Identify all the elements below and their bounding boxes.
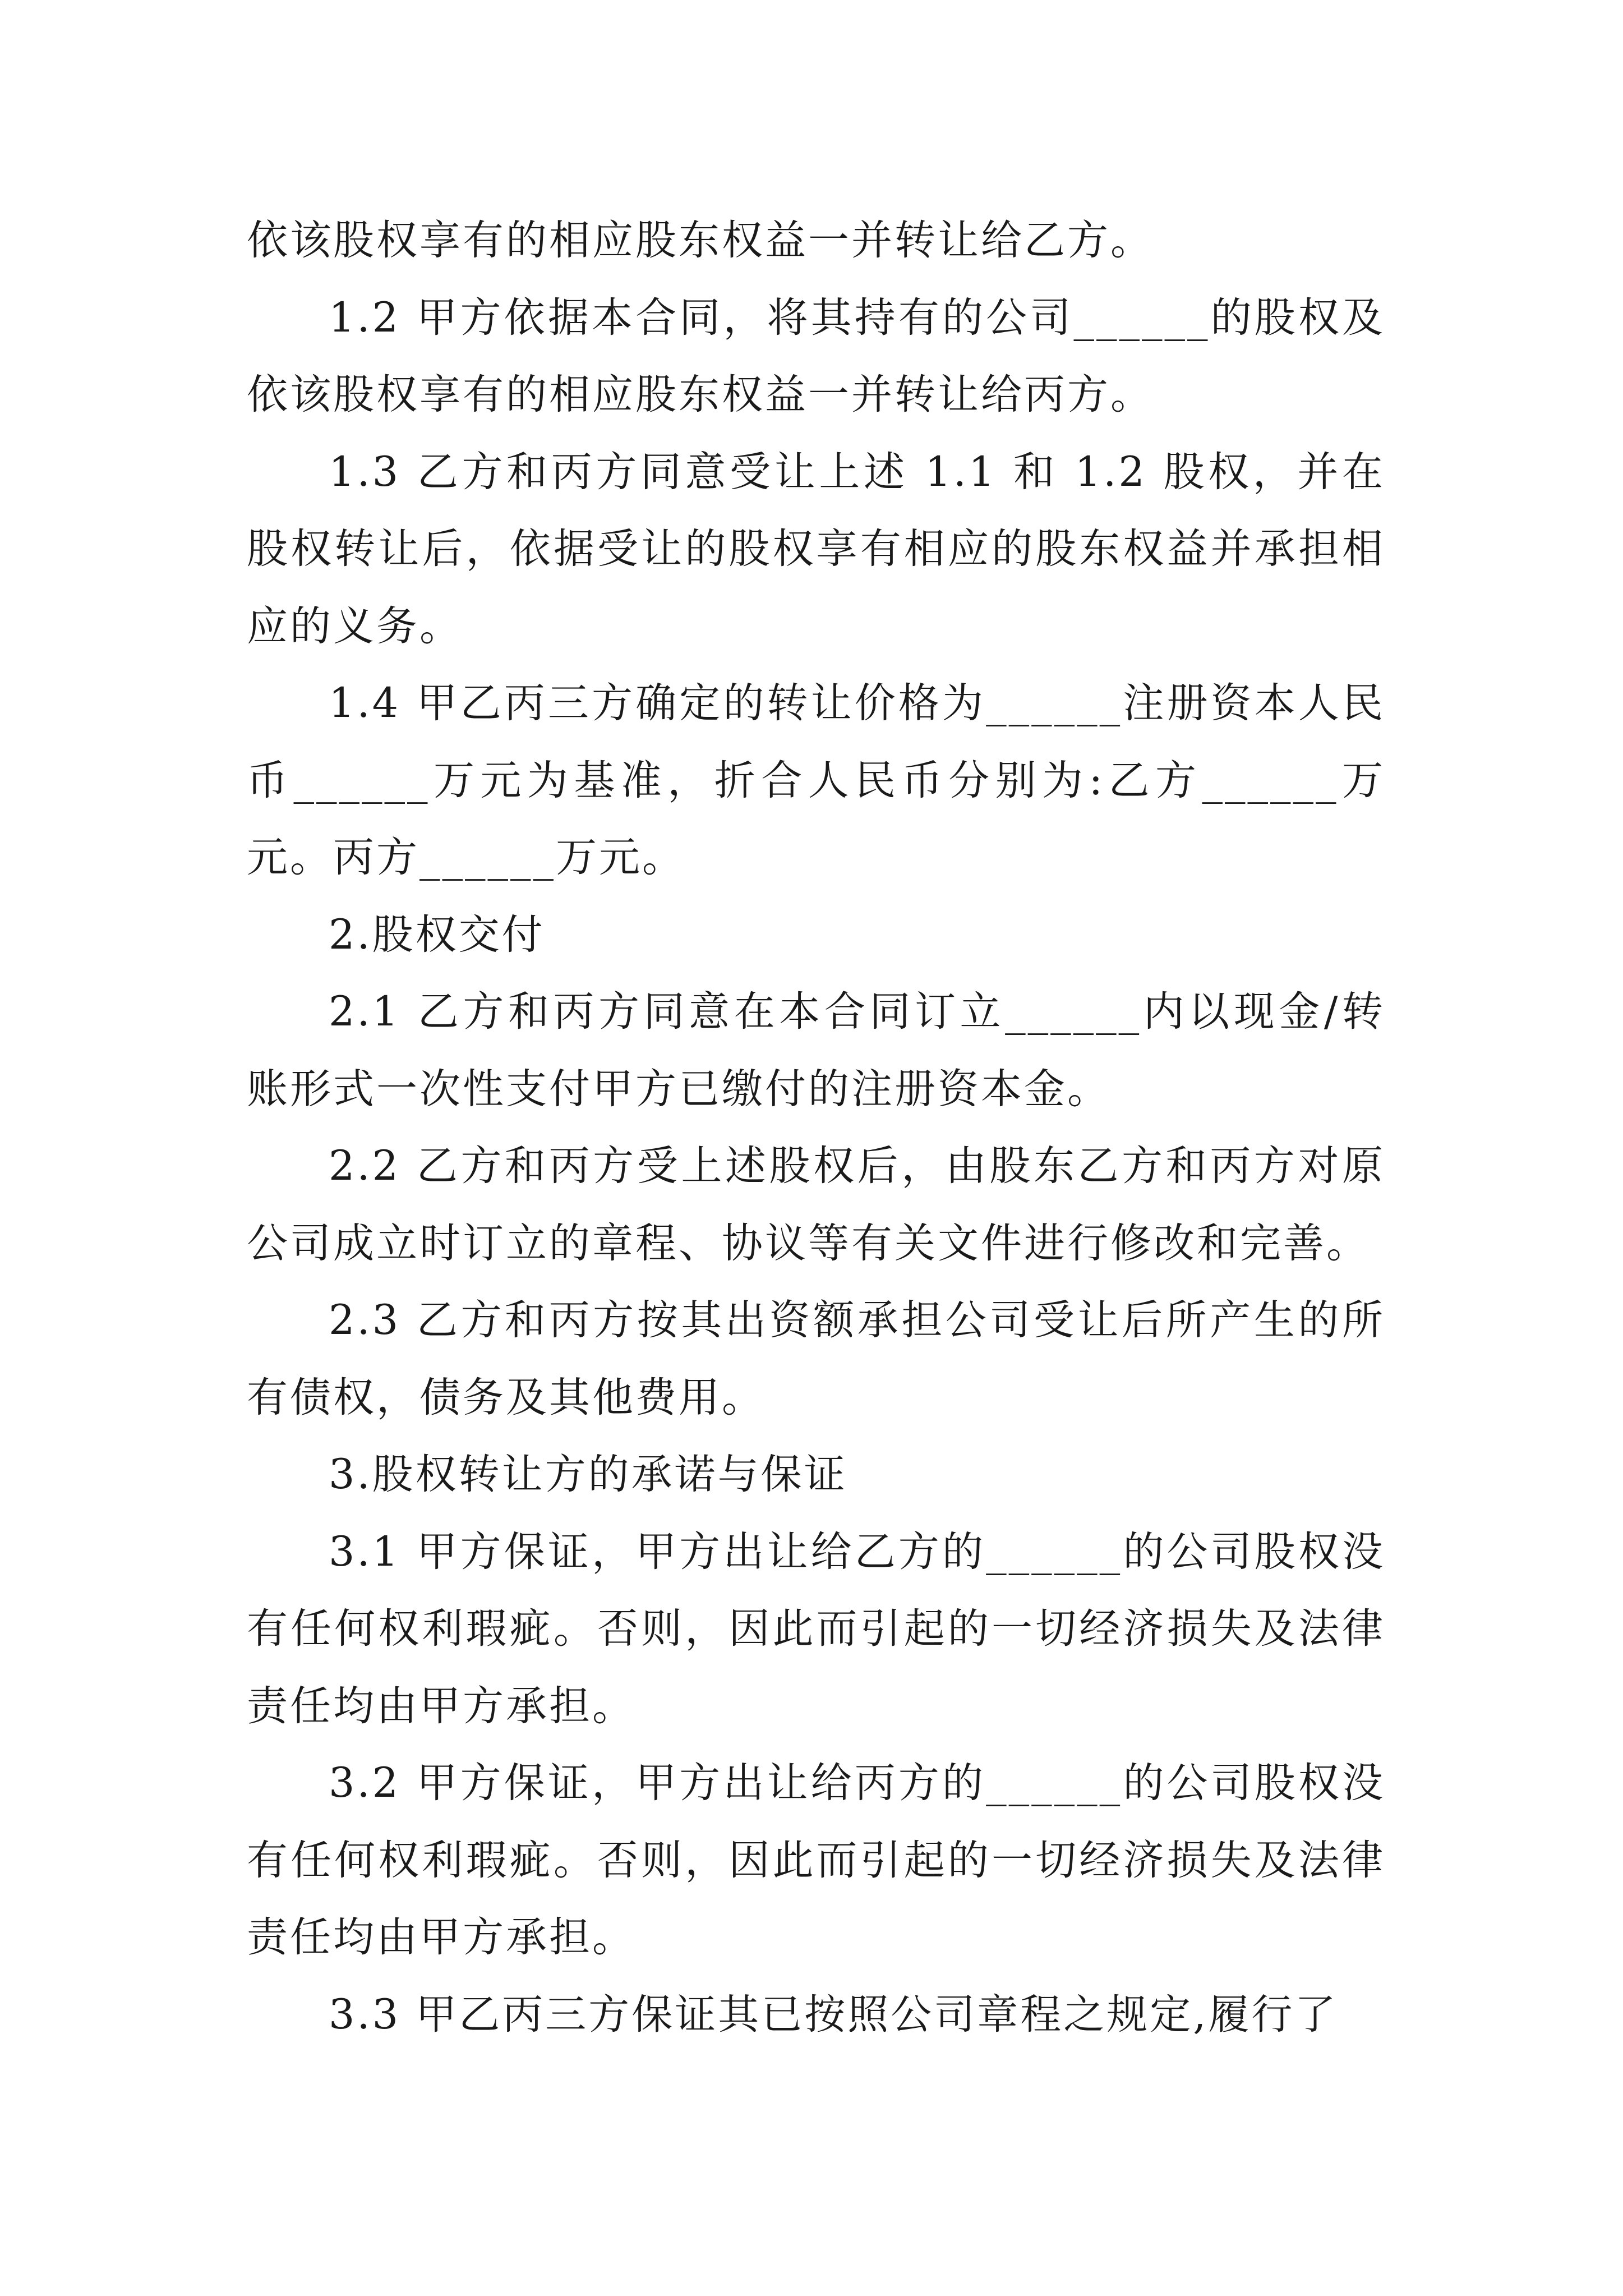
paragraph-continuation: 依该股权享有的相应股东权益一并转让给乙方。: [247, 217, 1154, 264]
clause-1-2: 1.2 甲方依据本合同，将其持有的公司______的股权及依该股权享有的相应股东权益一并转让给丙方。: [247, 293, 1385, 418]
clause-2-1: 2.1 乙方和丙方同意在本合同订立______内以现金/转账形式一次性支付甲方已缴付的注册资本金。: [247, 988, 1385, 1113]
clause-3-1: 3.1 甲方保证，甲方出让给乙方的______的公司股权没有任何权利瑕疵。否则，因此而引起的一切经济损失及法律责任均由甲方承担。: [247, 1527, 1385, 1730]
section-2-heading: 2.股权交付: [329, 910, 545, 959]
clause-2-2: 2.2 乙方和丙方受上述股权后，由股东乙方和丙方对原公司成立时订立的章程、协议等有关文件进行修改和完善。: [247, 1142, 1385, 1267]
section-3-heading: 3.股权转让方的承诺与保证: [329, 1451, 847, 1498]
clause-1-3: 1.3 乙方和丙方同意受让上述 1.1 和 1.2 股权，并在股权转让后，依据受让的股权享有相应的股东权益并承担相应的义务。: [247, 448, 1385, 650]
clause-1-4: 1.4 甲乙丙三方确定的转让价格为______注册资本人民币______万元为基准，折合人民币分别为:乙方______万元。丙方______万元。: [247, 679, 1385, 881]
clause-3-3: 3.3 甲乙丙三方保证其已按照公司章程之规定,履行了: [329, 1990, 1338, 2039]
clause-3-2: 3.2 甲方保证，甲方出让给丙方的______的公司股权没有任何权利瑕疵。否则，因此而引起的一切经济损失及法律责任均由甲方承担。: [247, 1759, 1385, 1961]
contract-text: [247, 202, 1385, 2053]
clause-2-3: 2.3 乙方和丙方按其出资额承担公司受让后所产生的所有债权，债务及其他费用。: [247, 1296, 1385, 1421]
